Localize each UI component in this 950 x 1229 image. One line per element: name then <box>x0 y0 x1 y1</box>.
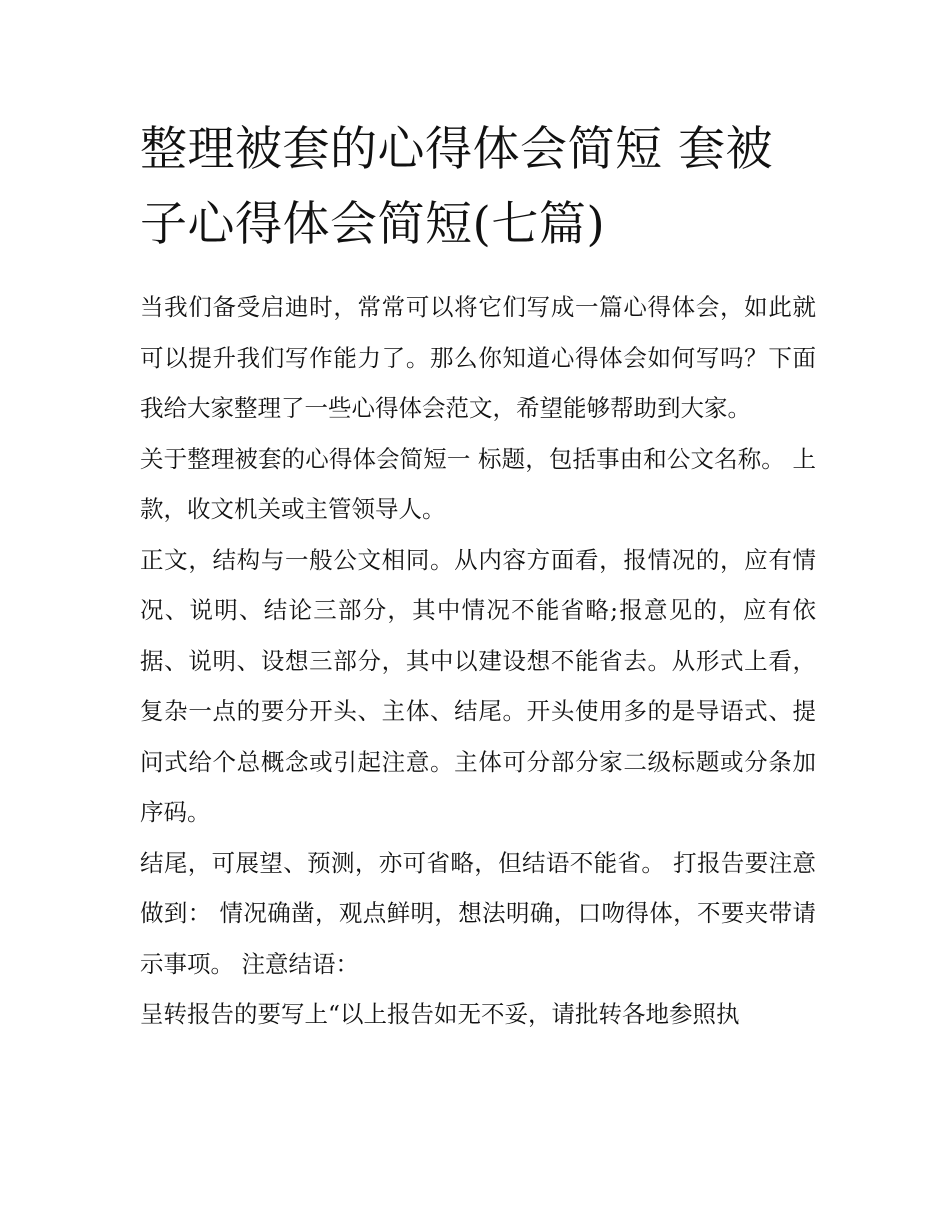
document-body <box>140 112 816 1040</box>
closing-paragraph: 呈转报告的要写上“以上报告如无不妥，请批转各地参照执 <box>140 1000 740 1028</box>
document-title: 整理被套的心得体会简短 套被子心得体会简短(七篇) <box>140 122 773 252</box>
ending-paragraph: 结尾，可展望、预测，亦可省略，但结语不能省。 打报告要注意做到： 情况确凿，观点鲜明，想法明确，口吻得体，不要夹带请示事项。 注意结语： <box>140 848 816 978</box>
section-one-paragraph: 关于整理被套的心得体会简短一 标题，包括事由和公文名称。 上款，收文机关或主管领导人。 <box>140 444 816 523</box>
body-paragraph: 正文，结构与一般公文相同。从内容方面看，报情况的，应有情况、说明、结论三部分，其中情况不能省略;报意见的，应有依据、说明、设想三部分，其中以建设想不能省去。从形式上看，复杂一点的要分开头、主体、结尾。开头使用多的是导语式、提问式给个总概念或引起注意。主体可分部分家二级标题或分条加序码。 <box>140 545 816 826</box>
intro-paragraph: 当我们备受启迪时，常常可以将它们写成一篇心得体会，如此就可以提升我们写作能力了。那么你知道心得体会如何写吗？下面我给大家整理了一些心得体会范文，希望能够帮助到大家。 <box>140 293 816 422</box>
